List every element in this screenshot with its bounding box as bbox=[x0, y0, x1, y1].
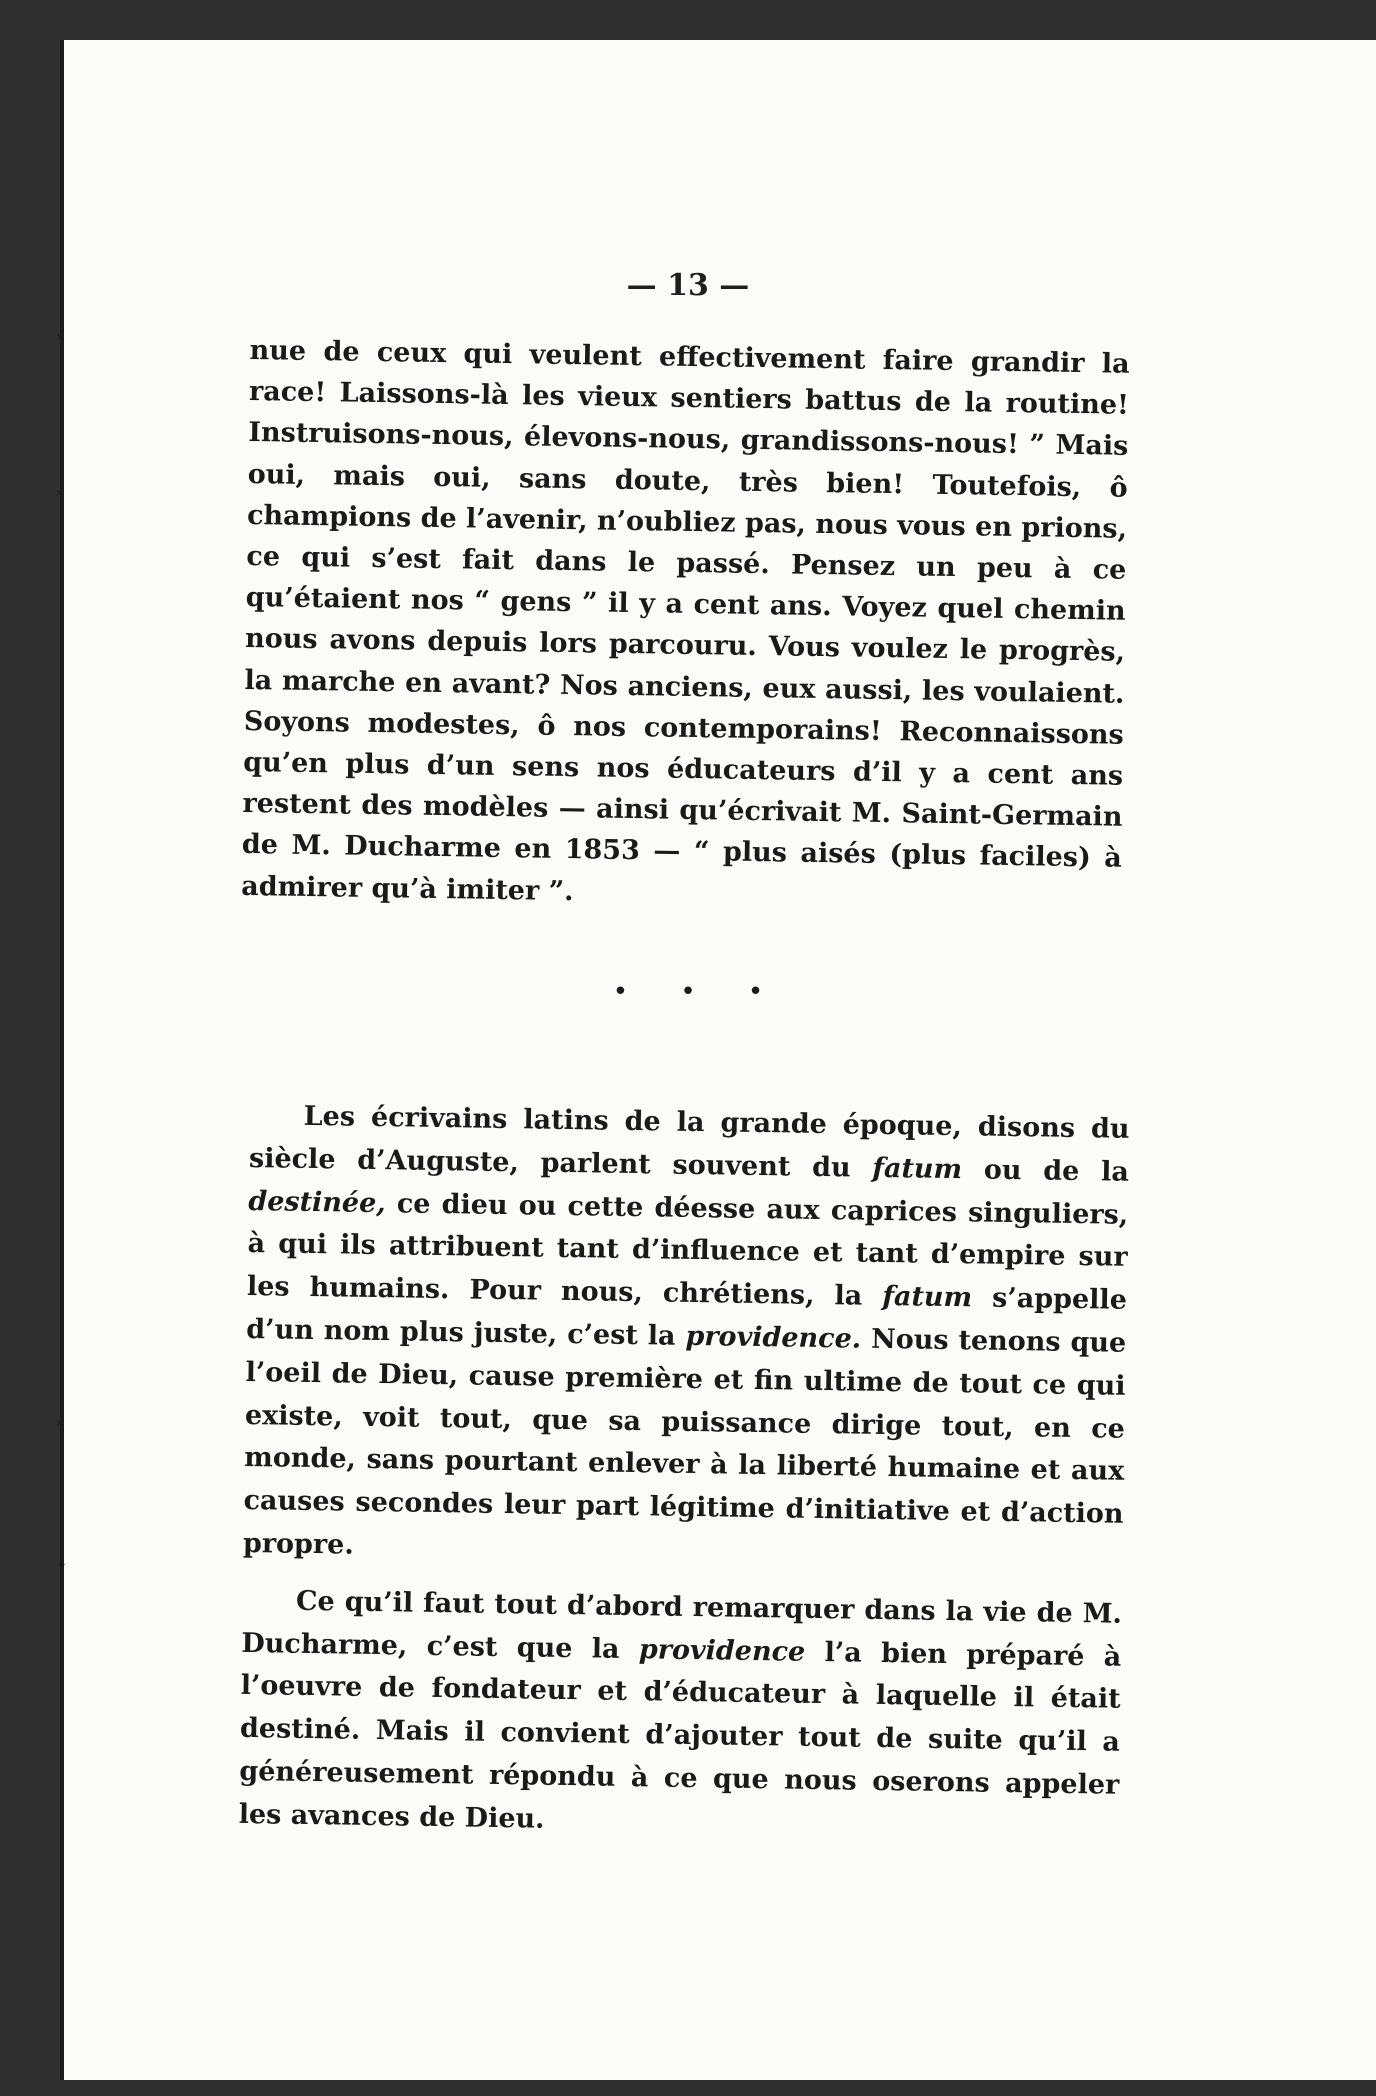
paragraph-2-text: Nous tenons que l’oeil de Dieu, cause première et fin ultime de tout ce qui existe, voit tout, que sa puissance dirige tout, en ce monde, sans pourtant enlever à la liberté humaine et aux causes secondes leur part légitime d’initiative et d’action propre. bbox=[242, 1323, 1127, 1561]
emphasis-fatum: fatum bbox=[872, 1152, 963, 1185]
paragraph-continued bbox=[241, 330, 1130, 921]
paragraph-1-text: nue de ceux qui veulent effectivement faire grandir la race! Laissons-là les vieux sentiers battus de la routine! Instruisons-nous, élevons-nous, grandissons-nous! ” Mais oui, mais oui, sans doute, très bien! Toutefois, ô champions de l’avenir, n’oubliez pas, nous vous en prions, ce qui s’est fait dans le passé. Pensez un peu à ce qu’étaient nos “ gens ” il y a cent ans. Voyez quel chemin nous avons depuis lors parcouru. Vous voulez le progrès, la marche en avant? Nos anciens, eux aussi, les voulaient. Soyons modestes, ô nos contemporains! Reconnaissons qu’en plus d’un sens nos éducateurs d’il y a cent ans restent des modèles — ainsi qu’écrivait M. Saint-Germain de M. Ducharme en 1853 — “ plus aisés (plus faciles) à admirer qu’à imiter ”. bbox=[241, 334, 1130, 907]
emphasis-providence: providence. bbox=[685, 1320, 862, 1355]
section-body bbox=[238, 1095, 1130, 1850]
paragraph-3-text: Ce qu’il faut tout d’abord remarquer dans la vie de M. Ducharme, c’est que la bbox=[241, 1585, 1123, 1665]
section-divider: • • • bbox=[612, 977, 786, 1007]
paragraph-2-text: s’appelle d’un nom plus juste, c’est la bbox=[246, 1282, 1128, 1352]
paragraph-2 bbox=[243, 1095, 1130, 1580]
emphasis-destinee: destinée, bbox=[248, 1185, 386, 1219]
emphasis-providence: providence bbox=[638, 1633, 806, 1668]
binding-mark: ⌄ bbox=[56, 1555, 68, 1571]
binding-edge bbox=[60, 40, 64, 2080]
emphasis-fatum: fatum bbox=[882, 1281, 973, 1314]
paragraph-2-text: ou de la bbox=[961, 1153, 1130, 1188]
binding-mark: › bbox=[56, 1415, 62, 1431]
page-number: — 13 — bbox=[626, 268, 750, 303]
paragraph-3-text: l’a bien préparé à l’oeuvre de fondateur et d’éducateur à laquelle il était destiné. Mais il convient d’ajouter tout de suite qu’il a généreusement répondu à ce que nous oserons appeler les avances de Dieu. bbox=[238, 1636, 1122, 1835]
paragraph-2-text: Les écrivains latins de la grande époque, disons du siècle d’Auguste, parlent souvent du bbox=[248, 1100, 1130, 1184]
paragraph-3 bbox=[238, 1580, 1122, 1851]
binding-mark: › bbox=[56, 329, 62, 345]
binding-mark: › bbox=[56, 485, 62, 501]
paragraph-2-text: ce dieu ou cette déesse aux caprices singuliers, à qui ils attribuent tant d’influence et tant d’empire sur les humains. Pour nous, chrétiens, la bbox=[246, 1187, 1129, 1313]
